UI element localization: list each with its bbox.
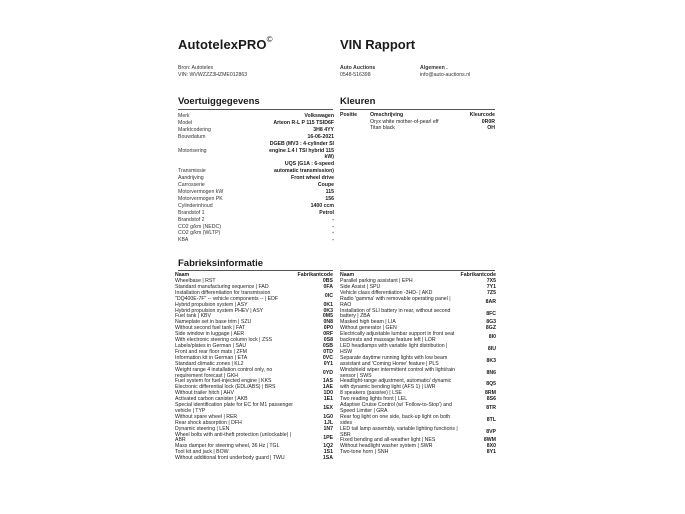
option-code: 8X0 — [486, 443, 496, 450]
option-name: 8 speakers (passive) | LSE — [340, 390, 402, 397]
vehicle-spec-row — [178, 217, 334, 224]
color-code: OH — [487, 125, 495, 132]
option-name: Without spare wheel | RER — [175, 413, 238, 420]
option-code: 8S6 — [486, 396, 496, 403]
option-name: Without generator | GEN — [340, 325, 397, 332]
color-desc: Titan black — [370, 125, 395, 132]
option-name: Hybrid propulsion system PHEV | ASY — [175, 307, 264, 314]
option-name: Dynamic steering | LEN — [175, 425, 230, 432]
option-name: Mass damper for steering wheel, 36 Hz | TGL — [175, 443, 280, 450]
option-name: Hybrid propulsion system | ASY — [175, 301, 248, 308]
vehicle-spec-row — [178, 168, 334, 175]
vehicle-spec-row — [178, 237, 334, 244]
option-name: Labels/plates in German | SAU — [175, 342, 247, 349]
option-code: 1Q2 — [323, 443, 333, 450]
option-name: Without additional front underbody guard | TWU — [175, 455, 285, 462]
vehicle-spec-row — [178, 154, 334, 161]
factory-list-right — [340, 273, 496, 456]
option-code: 8Y1 — [486, 449, 496, 456]
spec-value: 1400 ccm — [310, 202, 334, 209]
option-code: 8G3 — [486, 319, 496, 326]
brand-mark: © — [266, 35, 273, 44]
option-code: 8WM — [483, 437, 496, 444]
option-name: Nameplate set in base trim | SZU — [175, 319, 252, 326]
spec-label: Aandrijving — [178, 175, 204, 182]
option-name: Without second fuel tank | FAT — [175, 325, 246, 332]
option-code: 0RF — [323, 331, 333, 338]
option-code: 1E1 — [323, 396, 333, 403]
colors-heading: Kleuren — [340, 96, 376, 107]
option-code: 8AR — [485, 298, 496, 305]
option-code: 0P0 — [323, 325, 333, 332]
factory-list-left — [175, 273, 333, 462]
dealer-contact — [420, 65, 470, 78]
spec-label: Cylinderinhoud — [178, 202, 213, 209]
option-name: Front and rear floor mats | ZFM — [175, 348, 247, 355]
dealer-label: Algemeen . — [420, 65, 448, 71]
color-code: 0R0R — [481, 118, 495, 125]
vehicle-divider — [178, 109, 333, 110]
spec-label: Motorvermogen kW — [178, 188, 224, 195]
spec-value: engine 1.4 l TSI hybrid 115 — [269, 147, 334, 154]
option-name: Vehicle class differentiation -3HD- | AKD — [340, 289, 433, 296]
vehicle-spec-row — [178, 189, 334, 196]
dealer-phone: 0548-516398 — [340, 71, 371, 78]
option-code: 7Z5 — [487, 289, 496, 296]
option-name: Adaptive Cruise Control (w/ 'Follow-to-Stop') and Speed Limiter | GRA — [340, 402, 452, 414]
option-name: Installation differentiation for transmission "DQ400E-7F" -- vehicle components -- | EDF — [175, 289, 279, 302]
factory-option-row — [340, 450, 496, 456]
spec-value: Petrol — [319, 209, 334, 216]
option-code: 0VC — [322, 354, 333, 361]
option-code: 8I0 — [488, 334, 496, 341]
option-name: Fuel tank | KBV — [175, 313, 211, 320]
option-code: 0K1 — [323, 301, 333, 308]
factory-option-row — [340, 344, 496, 356]
option-code: 8IU — [487, 345, 496, 352]
option-name: Rear fog light on one side, back-up light on both sides — [340, 413, 451, 426]
spec-value: 3H8 4YY — [313, 126, 334, 133]
option-code: 0K3 — [323, 307, 333, 314]
option-name: Weight range 4 installation control only, no requirement forecast | GKH — [175, 366, 273, 379]
spec-value: - — [332, 237, 334, 244]
color-row — [340, 119, 495, 126]
vehicle-spec-row — [178, 175, 334, 182]
option-code: 0Y1 — [323, 360, 333, 367]
option-code: 0IC — [324, 292, 333, 299]
option-name: Headlight-range adjustment, automatic/ dynamic with dynamic bending light (AFS 1) | LWR — [340, 378, 452, 391]
option-code: 0M5 — [322, 313, 333, 320]
factory-option-row — [340, 297, 496, 309]
factory-option-row — [175, 291, 333, 303]
option-name: Electrically adjustable lumbar support in front seat backrests and massage feature left | LOR — [340, 331, 455, 344]
spec-value: Volkswagen — [304, 113, 334, 119]
option-code: 1AS — [322, 378, 333, 385]
option-code: 7Y1 — [486, 283, 496, 290]
option-name: Side window in luggage | AER — [175, 331, 245, 338]
option-name: Standard climatic zones | KL2 — [175, 360, 244, 367]
col-naam: Naam — [340, 272, 355, 278]
option-code: 1S1 — [323, 449, 333, 456]
option-name: Fixed bending and all-weather light | NES — [340, 437, 436, 444]
spec-value: kW) — [324, 154, 334, 161]
spec-label: Brandstof 2 — [178, 216, 205, 223]
option-name: Rear shock absorption | DFH — [175, 419, 242, 426]
col-omschrijving: Omschrijving — [370, 112, 404, 118]
spec-value: - — [332, 230, 334, 237]
spec-label: CO2 g/km (WLTP) — [178, 230, 221, 237]
option-name: With electronic steering column lock | ZSS — [175, 337, 273, 344]
spec-value: DGEB (MV3 : 4-cylinder SI — [269, 140, 334, 147]
vehicle-heading: Voertuiggegevens — [178, 96, 260, 107]
option-code: 0FA — [323, 283, 333, 290]
vehicle-spec-row — [178, 120, 334, 127]
dealer-email: info@auto-auctions.nl — [420, 71, 471, 78]
option-name: Without headlight washer system | SWR — [340, 443, 433, 450]
vehicle-spec-row — [178, 196, 334, 203]
option-name: Side Assist | SPU — [340, 283, 381, 290]
option-name: Wheel bolts with anti-theft protection (unlockable) | ABR — [175, 431, 292, 444]
option-code: 8VP — [486, 428, 496, 435]
factory-heading: Fabrieksinformatie — [178, 258, 263, 269]
option-code: 8N6 — [486, 369, 496, 376]
option-code: 0YD — [322, 369, 333, 376]
option-code: 1N7 — [323, 425, 333, 432]
option-name: Masked high beam | LIA — [340, 319, 396, 326]
spec-value: UQS (G1A : 6-speed — [284, 161, 334, 168]
col-fabrikantcode: Fabrikantcode — [297, 272, 333, 278]
option-code: 1AE — [322, 384, 333, 391]
vehicle-spec-list — [178, 113, 334, 244]
option-name: LED headlamps with variable light distribution | HSW — [340, 342, 448, 355]
spec-value: - — [332, 223, 334, 230]
spec-label: Carrosserie — [178, 182, 205, 189]
color-desc: Oryx white mother-of-pearl eff — [370, 118, 439, 125]
source-bron: Bron: Autotelex — [178, 65, 214, 71]
option-name: Fuel system for fuel-injected engine | KKS — [175, 378, 272, 385]
option-code: 0N8 — [323, 319, 333, 326]
factory-divider-right — [340, 270, 495, 271]
spec-label: Motorvermogen PK — [178, 195, 223, 202]
option-code: 7X5 — [486, 278, 496, 284]
option-code: 8GZ — [485, 325, 496, 332]
spec-label: Merk — [178, 113, 190, 119]
option-code: 0BS — [322, 278, 333, 284]
spec-value: automatic transmission) — [274, 168, 334, 175]
vehicle-spec-row — [178, 161, 334, 168]
spec-label: Brandstof 1 — [178, 209, 205, 216]
factory-option-row — [340, 415, 496, 427]
option-name: Without trailer hitch | AHV — [175, 390, 235, 397]
vehicle-spec-row — [178, 210, 334, 217]
option-name: Two reading lights front | LEL — [340, 396, 408, 403]
brand-logo — [178, 37, 273, 52]
option-code: 0TD — [323, 348, 333, 355]
option-code: 1JL — [324, 419, 333, 426]
spec-label: CO2 g/km (NEDC) — [178, 223, 221, 230]
spec-value: 156 — [325, 195, 334, 202]
option-code: 8FC — [486, 310, 496, 317]
option-code: 1G0 — [323, 413, 333, 420]
option-code: 1SA — [322, 455, 333, 462]
spec-label: Marktcodering — [178, 126, 211, 133]
option-code: 1D0 — [323, 390, 333, 397]
option-code: 8K3 — [486, 357, 496, 364]
spec-value: - — [332, 216, 334, 223]
spec-label: Bouwdatum — [178, 133, 206, 140]
option-name: Installation of SLI battery in rear, without second battery | ZBA — [340, 307, 451, 320]
option-name: Wheelbase | RST — [175, 278, 216, 284]
colors-divider — [340, 109, 495, 110]
col-fabrikantcode: Fabrikantcode — [460, 272, 496, 278]
vehicle-spec-row — [178, 182, 334, 189]
spec-label: Motorisering — [178, 147, 207, 154]
option-name: LED tail lamp assembly, variable lighting functions | SBR — [340, 425, 458, 438]
spec-value: 115 — [325, 188, 334, 195]
option-name: Electronic differential lock (EDL/ABS) | BRS — [175, 384, 276, 391]
vehicle-spec-row — [178, 141, 334, 148]
spec-label: Transmissie — [178, 168, 206, 175]
vehicle-spec-row — [178, 224, 334, 231]
vehicle-spec-row — [178, 134, 334, 141]
vehicle-spec-row — [178, 127, 334, 134]
spec-value: Coupe — [317, 182, 334, 189]
spec-value: Arteon R-L P 115 TSID6F — [273, 119, 334, 126]
source-info — [178, 65, 247, 78]
spec-value: 16-06-2021 — [307, 133, 334, 140]
option-code: 0S8 — [323, 337, 333, 344]
dealer-name: Auto Auctions — [340, 65, 376, 71]
option-name: Radio 'gamma' with removable operating panel | RAO — [340, 295, 451, 308]
option-code: 8TL — [486, 416, 496, 423]
vehicle-spec-row — [178, 148, 334, 155]
factory-divider-left — [178, 270, 333, 271]
dealer-info — [340, 65, 375, 78]
brand-name: AutotelexPRO — [178, 37, 267, 52]
option-code: 1PE — [323, 434, 333, 441]
option-code: 1EX — [323, 405, 333, 412]
option-code: 8Q5 — [486, 381, 496, 388]
option-name: Tool kit and jack | BOW — [175, 449, 229, 456]
col-naam: Naam — [175, 272, 190, 278]
vehicle-spec-row — [178, 113, 334, 120]
col-positie: Positie — [340, 112, 358, 118]
option-name: Information kit in German | ETA — [175, 354, 248, 361]
option-code: 8TR — [486, 405, 496, 412]
option-name: Windshield wiper intermittent control with light/rain sensor | SWS — [340, 366, 456, 379]
option-name: Activated carbon canister | AKB — [175, 396, 248, 403]
source-vin: VIN: WVWZZZ3HZME012863 — [178, 71, 248, 78]
factory-option-row — [340, 356, 496, 368]
color-row — [340, 125, 495, 132]
spec-label: KBA — [178, 237, 189, 244]
option-name: Special identification plate for EC for M1 passenger vehicle | TYP — [175, 402, 293, 414]
report-title: VIN Rapport — [340, 37, 416, 52]
option-name: Parallel parking assistant | EPH — [340, 278, 413, 284]
option-name: Standard manufacturing sequence | FAD — [175, 283, 269, 290]
spec-label: Model — [178, 119, 193, 126]
colors-table — [340, 112, 495, 132]
option-name: Two-tone horn | SNH — [340, 449, 389, 456]
option-code: 8RM — [485, 390, 496, 397]
col-kleurcode: Kleurcode — [469, 112, 495, 118]
factory-option-row — [175, 456, 333, 462]
vehicle-spec-row — [178, 203, 334, 210]
option-name: Separate daytime running lights with low beam assistant and 'Coming Home' feature | PLS — [340, 354, 448, 367]
vehicle-spec-row — [178, 230, 334, 237]
option-code: 0SB — [322, 342, 333, 349]
spec-value: Front wheel drive — [291, 175, 334, 182]
